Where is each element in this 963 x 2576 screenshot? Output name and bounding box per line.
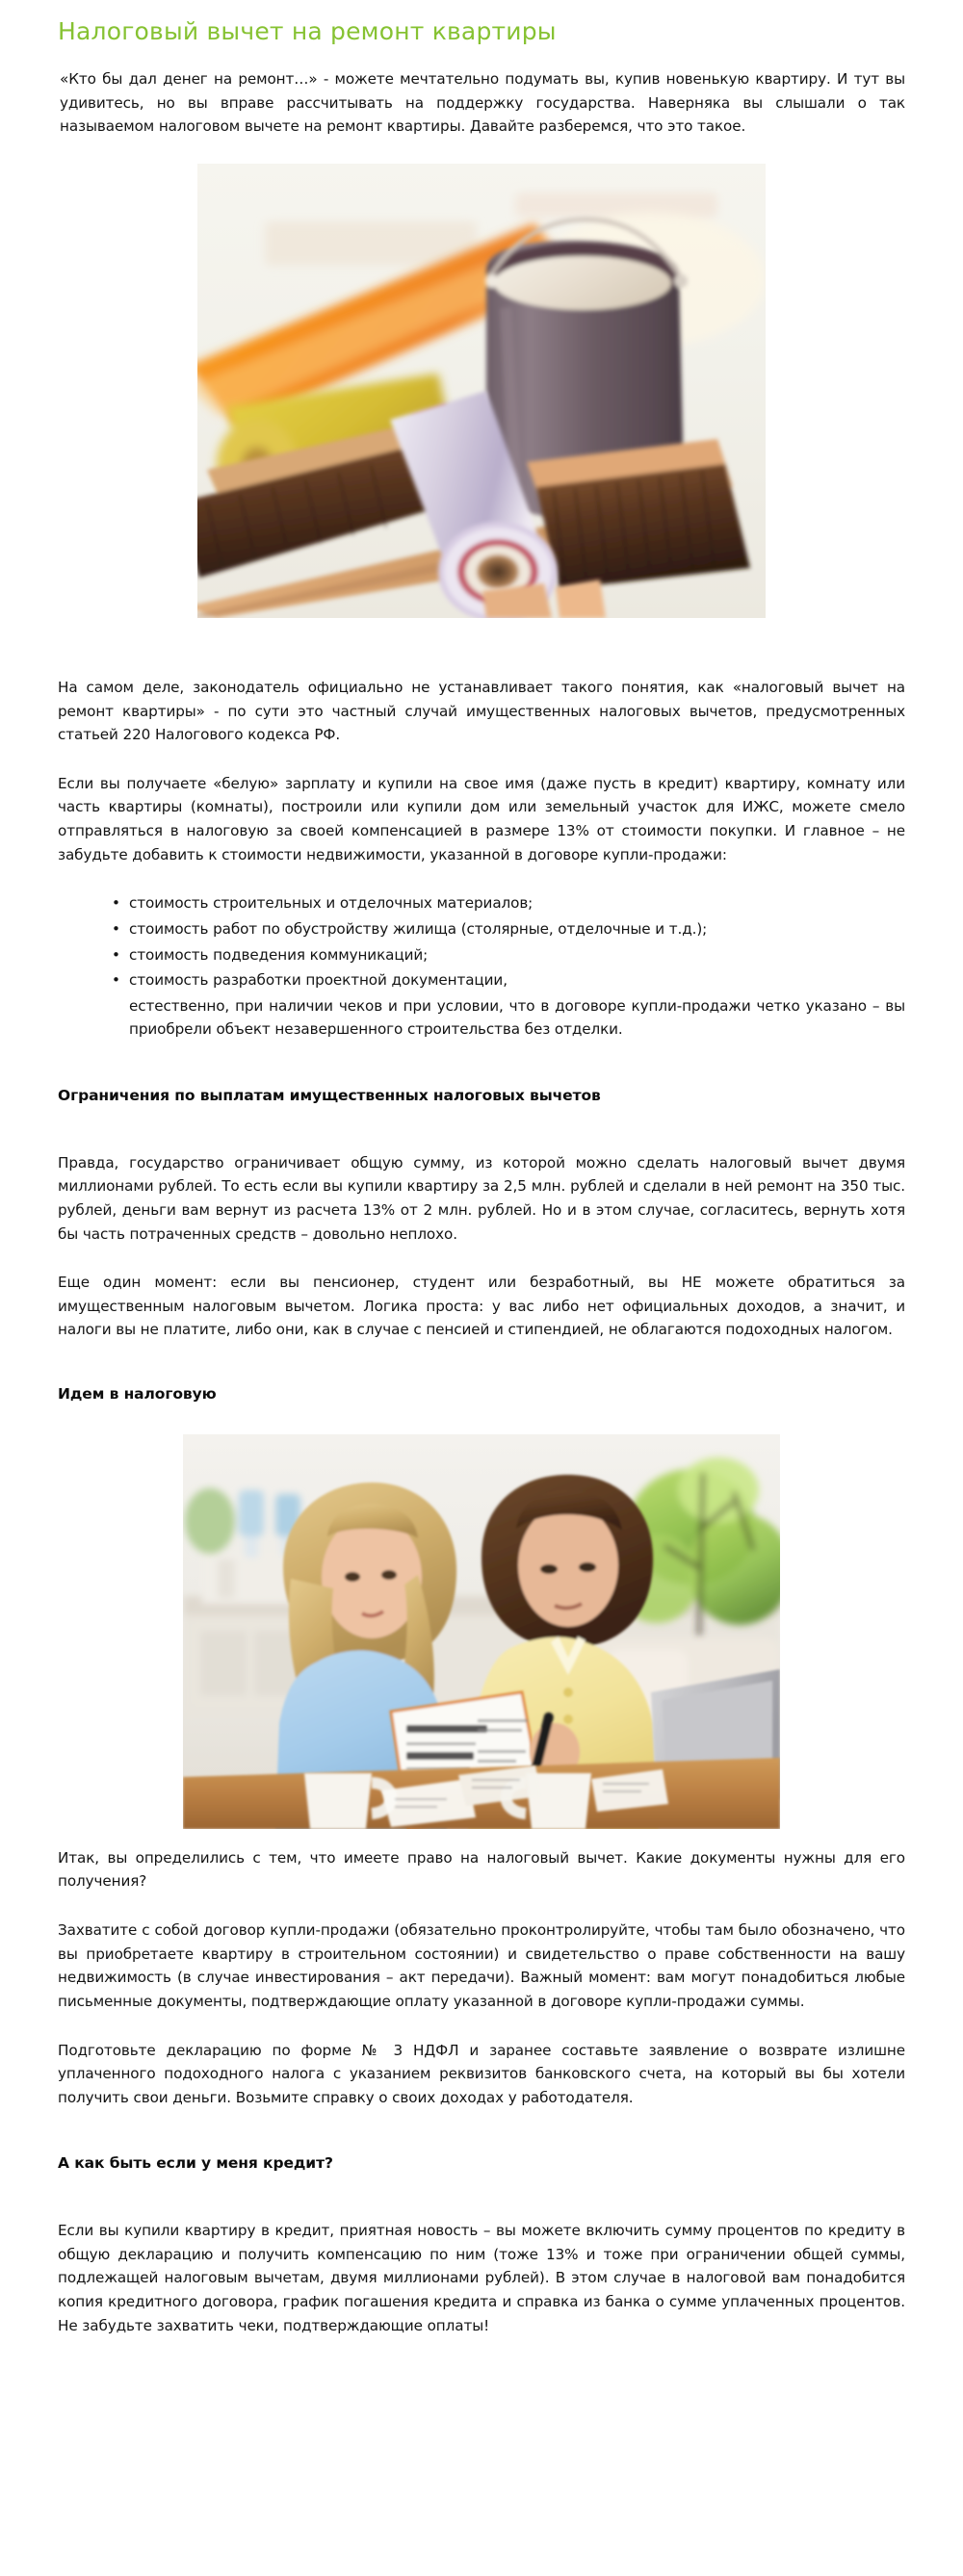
figure-renovation-tools [58, 164, 905, 618]
body-paragraph-4: Еще один момент: если вы пенсионер, студент или безработный, вы НЕ можете обратиться за имущественным налоговым вычетом. Логика проста: у вас либо нет официальных доходов, а значит, и налоги вы не платите, либо они, как в случае с пенсией и стипендией, не облагаются подоходных налогом. [58, 1274, 905, 1339]
list-item-label: стоимость разработки проектной документации, [129, 971, 508, 990]
body-paragraph-2: Если вы получаете «белую» зарплату и купили на свое имя (даже пусть в кредит) квартиру, комнату или часть квартиры (комнаты), построили или купили дом или земельный участок для ИЖС, можете смело отправляться в налоговую за своей компенсацией в размере 13% от стоимости покупки. И главное – не забудьте добавить к стоимости недвижимости, указанной в договоре купли-продажи: [58, 774, 905, 863]
deduction-cost-list [58, 891, 905, 1042]
list-item-note: естественно, при наличии чеков и при условии, что в договоре купли-продажи четко указано – вы приобрели объект незавершенного строительства без отделки. [129, 996, 905, 1039]
body-paragraph-3: Правда, государство ограничивает общую сумму, из которой можно сделать налоговый вычет двумя миллионами рублей. То есть если вы купили квартиру за 2,5 млн. рублей и сделали в ней ремонт на 350 тыс. рублей, деньги вам вернут из расчета 13% от 2 млн. рублей. Но и в этом случае, согласитесь, вернуть хотя бы часть потраченных средств – довольно неплохо. [58, 1153, 905, 1243]
bullet-marker-icon: • [112, 945, 120, 964]
body-paragraph-5: Итак, вы определились с тем, что имеете право на налоговый вычет. Какие документы нужны для его получения? [58, 1848, 905, 1891]
body-paragraph-6: Захватите с собой договор купли-продажи (обязательно проконтролируйте, чтобы там было обозначено, что вы приобретаете квартиру в строительном состоянии) и свидетельство о праве собственности на вашу недвижимость (в случае инвестирования – акт передачи). Важный момент: вам могут понадобиться любые письменные документы, подтверждающие оплату указанной в договоре купли-продажи суммы. [58, 1921, 905, 2010]
section-heading-credit: А как быть если у меня кредит? [58, 2154, 333, 2173]
list-item-label: стоимость подведения коммуникаций; [129, 945, 429, 964]
list-item [112, 968, 905, 1042]
body-paragraph-1: На самом деле, законодатель официально не устанавливает такого понятия, как «налоговый вычет на ремонт квартиры» - по сути это частный случай имущественных налоговых вычетов, предусмотренных статьей 220 Налогового кодекса РФ. [58, 678, 905, 744]
bullet-marker-icon: • [112, 919, 120, 938]
intro-paragraph: «Кто бы дал денег на ремонт…» - можете мечтательно подумать вы, купив новенькую квартиру. И тут вы удивитесь, но вы вправе рассчитывать на поддержку государства. Наверняка вы слышали о так называемом налоговом вычете на ремонт квартиры. Давайте разберемся, что это такое. [60, 70, 905, 136]
section-heading-tax-office: Идем в налоговую [58, 1385, 217, 1404]
body-paragraph-7: Подготовьте декларацию по форме № 3 НДФЛ и заранее составьте заявление о возврате излишне уплаченного подоходного налога с указанием реквизитов банковского счета, на который вы бы хотели получить свои деньги. Возьмите справку о своих доходах у работодателя. [58, 2041, 905, 2106]
list-item [112, 943, 905, 967]
section-heading-limits: Ограничения по выплатам имущественных налоговых вычетов [58, 1087, 601, 1104]
list-item [112, 891, 905, 915]
list-item [112, 917, 905, 941]
list-item-label: стоимость строительных и отделочных материалов; [129, 894, 534, 913]
article-image-2 [183, 1434, 780, 1829]
renovation-tools-illustration [197, 164, 766, 618]
bullet-marker-icon: • [112, 971, 120, 990]
article-image-1 [197, 164, 766, 618]
bullet-marker-icon: • [112, 894, 120, 913]
article-content [58, 0, 905, 2337]
couple-reviewing-documents-illustration [183, 1434, 780, 1829]
figure-couple-documents [58, 1434, 905, 1829]
list-item-label: стоимость работ по обустройству жилища (столярные, отделочные и т.д.); [129, 919, 708, 938]
page-title: Налоговый вычет на ремонт квартиры [58, 17, 557, 45]
body-paragraph-8: Если вы купили квартиру в кредит, приятная новость – вы можете включить сумму процентов по кредиту в общую декларацию и получить компенсацию по ним (тоже 13% и тоже при ограничении общей суммы, подлежащей налоговым вычетам, двумя миллионами рублей). В этом случае в налоговой вам понадобится копия кредитного договора, график погашения кредита и справка из банка о сумме уплаченных процентов. Не забудьте захватить чеки, подтверждающие оплаты! [58, 2222, 905, 2334]
